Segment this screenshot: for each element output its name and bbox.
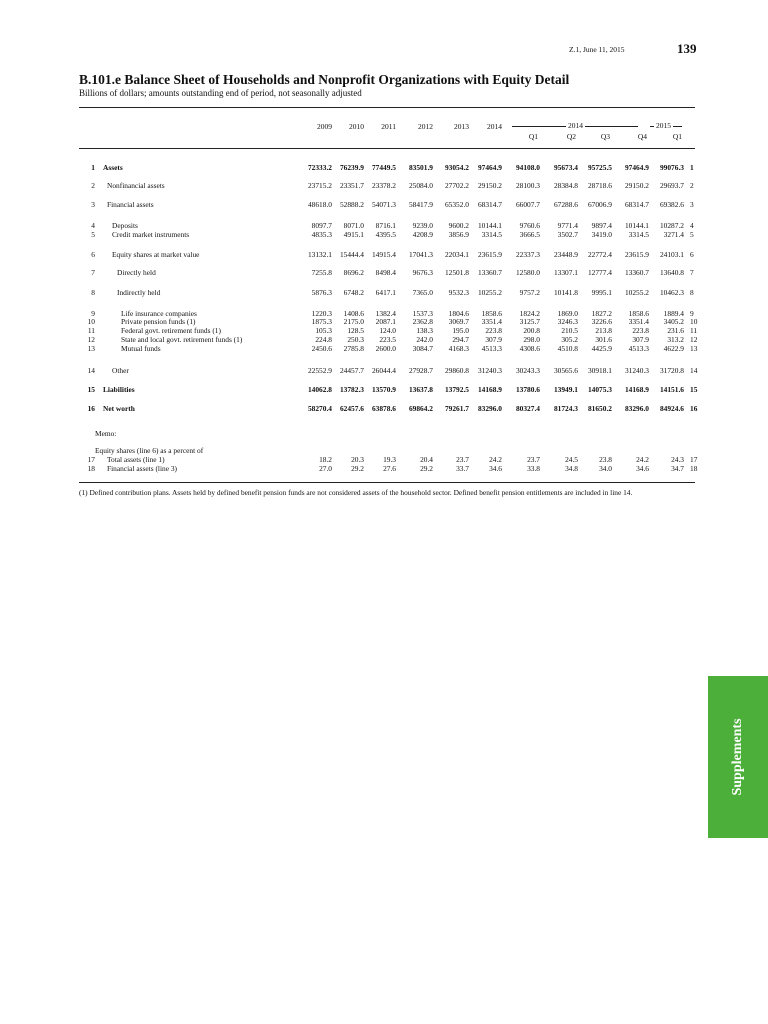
- table-cell: 4208.9: [412, 230, 433, 239]
- table-cell: 24103.1: [659, 250, 684, 259]
- table-cell: 34.6: [636, 464, 649, 473]
- table-cell: 4622.9: [663, 344, 684, 353]
- table-cell: 68314.7: [477, 200, 502, 209]
- table-cell: 14151.6: [659, 385, 684, 394]
- column-header-year: 2014: [487, 122, 502, 131]
- row-label: Other: [112, 366, 129, 375]
- line-number-right: 5: [690, 230, 694, 239]
- table-cell: 97464.9: [477, 163, 502, 172]
- table-cell: 5876.3: [311, 288, 332, 297]
- line-number-right: 10: [690, 317, 698, 326]
- table-cell: 13780.6: [515, 385, 540, 394]
- row-label: Deposits: [112, 221, 138, 230]
- table-row: [0, 464, 768, 473]
- table-cell: 14168.9: [477, 385, 502, 394]
- table-cell: 27702.2: [444, 181, 469, 190]
- table-cell: 1537.3: [412, 309, 433, 318]
- table-cell: 1804.6: [448, 309, 469, 318]
- table-cell: 10141.8: [553, 288, 578, 297]
- column-header-year: 2011: [381, 122, 396, 131]
- table-cell: 84924.6: [659, 404, 684, 413]
- table-cell: 2600.0: [375, 344, 396, 353]
- table-cell: 1869.0: [557, 309, 578, 318]
- row-label: Assets: [103, 163, 123, 172]
- table-cell: 15444.4: [339, 250, 364, 259]
- table-cell: 27.0: [319, 464, 332, 473]
- table-cell: 138.3: [416, 326, 433, 335]
- table-cell: 22772.4: [587, 250, 612, 259]
- line-number-right: 7: [690, 268, 694, 277]
- table-cell: 3351.4: [481, 317, 502, 326]
- table-cell: 13360.7: [624, 268, 649, 277]
- line-number-left: 11: [87, 326, 95, 335]
- table-cell: 83296.0: [624, 404, 649, 413]
- table-cell: 29.2: [420, 464, 433, 473]
- table-cell: 128.5: [347, 326, 364, 335]
- column-header-year: 2009: [317, 122, 332, 131]
- table-cell: 1408.6: [343, 309, 364, 318]
- table-cell: 62457.6: [339, 404, 364, 413]
- line-number-left: 2: [91, 181, 95, 190]
- table-cell: 14075.3: [587, 385, 612, 394]
- table-cell: 31720.8: [659, 366, 684, 375]
- table-cell: 3419.0: [591, 230, 612, 239]
- table-cell: 4835.3: [311, 230, 332, 239]
- line-number-right: 9: [690, 309, 694, 318]
- table-row: [0, 181, 768, 190]
- table-cell: 63878.6: [371, 404, 396, 413]
- table-cell: 14062.8: [307, 385, 332, 394]
- table-row: [0, 163, 768, 172]
- line-number-right: 16: [690, 404, 698, 413]
- line-number-right: 3: [690, 200, 694, 209]
- row-label: Total assets (line 1): [107, 455, 165, 464]
- table-cell: 1858.6: [628, 309, 649, 318]
- page-header-date: Z.1, June 11, 2015: [569, 45, 625, 54]
- table-cell: 95673.4: [553, 163, 578, 172]
- table-cell: 30918.1: [587, 366, 612, 375]
- table-cell: 23.7: [456, 455, 469, 464]
- table-cell: 95725.5: [587, 163, 612, 172]
- table-row: [0, 250, 768, 259]
- table-cell: 19.3: [383, 455, 396, 464]
- table-cell: 4168.3: [448, 344, 469, 353]
- line-number-left: 13: [87, 344, 95, 353]
- table-cell: 301.6: [595, 335, 612, 344]
- table-cell: 7365.0: [412, 288, 433, 297]
- table-cell: 6417.1: [375, 288, 396, 297]
- table-cell: 99076.3: [659, 163, 684, 172]
- table-cell: 13132.1: [307, 250, 332, 259]
- table-cell: 28718.6: [587, 181, 612, 190]
- column-header-year: 2010: [349, 122, 364, 131]
- table-cell: 31240.3: [624, 366, 649, 375]
- table-cell: 3666.5: [519, 230, 540, 239]
- column-header-quarter: Q2: [566, 132, 576, 141]
- table-cell: 1889.4: [663, 309, 684, 318]
- table-cell: 4308.6: [519, 344, 540, 353]
- top-rule: [79, 107, 695, 108]
- table-cell: 2785.8: [343, 344, 364, 353]
- line-number-left: 16: [87, 404, 95, 413]
- table-cell: 4513.3: [481, 344, 502, 353]
- table-cell: 242.0: [416, 335, 433, 344]
- table-cell: 13792.5: [444, 385, 469, 394]
- table-cell: 223.8: [485, 326, 502, 335]
- table-cell: 22552.9: [307, 366, 332, 375]
- table-cell: 33.7: [456, 464, 469, 473]
- line-number-right: 8: [690, 288, 694, 297]
- table-cell: 23.8: [599, 455, 612, 464]
- line-number-right: 18: [690, 464, 698, 473]
- column-header-quarter: Q1: [672, 132, 682, 141]
- table-cell: 4513.3: [628, 344, 649, 353]
- table-cell: 29.2: [351, 464, 364, 473]
- table-cell: 77449.5: [371, 163, 396, 172]
- column-header-year: 2013: [454, 122, 469, 131]
- table-cell: 76239.9: [339, 163, 364, 172]
- table-row: [0, 288, 768, 297]
- table-cell: 29150.2: [624, 181, 649, 190]
- table-cell: 1827.2: [591, 309, 612, 318]
- table-cell: 307.9: [485, 335, 502, 344]
- table-cell: 28100.3: [515, 181, 540, 190]
- table-cell: 305.2: [561, 335, 578, 344]
- table-cell: 3125.7: [519, 317, 540, 326]
- table-cell: 30565.6: [553, 366, 578, 375]
- table-cell: 58270.4: [307, 404, 332, 413]
- table-cell: 307.9: [632, 335, 649, 344]
- table-cell: 14915.4: [371, 250, 396, 259]
- table-cell: 30243.3: [515, 366, 540, 375]
- table-cell: 200.8: [523, 326, 540, 335]
- table-cell: 72333.2: [307, 163, 332, 172]
- table-cell: 97464.9: [624, 163, 649, 172]
- line-number-right: 15: [690, 385, 698, 394]
- row-label: Financial assets: [107, 200, 154, 209]
- table-cell: 3084.7: [412, 344, 433, 353]
- table-cell: 27928.7: [408, 366, 433, 375]
- table-cell: 3226.6: [591, 317, 612, 326]
- table-cell: 3502.7: [557, 230, 578, 239]
- table-cell: 22034.1: [444, 250, 469, 259]
- table-cell: 34.6: [489, 464, 502, 473]
- table-cell: 9897.4: [591, 221, 612, 230]
- column-header-quarter: Q1: [528, 132, 538, 141]
- table-cell: 1858.6: [481, 309, 502, 318]
- table-cell: 1875.3: [311, 317, 332, 326]
- supplements-tab-label: Supplements: [730, 718, 745, 796]
- table-cell: 12580.0: [515, 268, 540, 277]
- row-label: Net worth: [103, 404, 135, 413]
- line-number-right: 2: [690, 181, 694, 190]
- table-cell: 10255.2: [477, 288, 502, 297]
- column-header-quarter: Q3: [600, 132, 610, 141]
- table-cell: 17041.3: [408, 250, 433, 259]
- table-cell: 2175.0: [343, 317, 364, 326]
- table-cell: 13640.8: [659, 268, 684, 277]
- row-label: Directly held: [117, 268, 156, 277]
- table-cell: 24.2: [636, 455, 649, 464]
- table-cell: 9600.2: [448, 221, 469, 230]
- table-cell: 10144.1: [624, 221, 649, 230]
- line-number-left: 14: [87, 366, 95, 375]
- table-cell: 3314.5: [481, 230, 502, 239]
- table-cell: 23378.2: [371, 181, 396, 190]
- table-cell: 213.8: [595, 326, 612, 335]
- line-number-left: 7: [91, 268, 95, 277]
- table-cell: 4915.1: [343, 230, 364, 239]
- group-2014-label: 2014: [568, 121, 583, 130]
- line-number-left: 5: [91, 230, 95, 239]
- table-cell: 13637.8: [408, 385, 433, 394]
- table-cell: 313.2: [667, 335, 684, 344]
- line-number-left: 1: [91, 163, 95, 172]
- table-cell: 9760.6: [519, 221, 540, 230]
- table-cell: 210.5: [561, 326, 578, 335]
- table-cell: 13782.3: [339, 385, 364, 394]
- table-cell: 8716.1: [375, 221, 396, 230]
- header-rule: [79, 148, 695, 149]
- table-row: [0, 455, 768, 464]
- table-cell: 4425.9: [591, 344, 612, 353]
- table-cell: 1220.3: [311, 309, 332, 318]
- row-label: Liabilities: [103, 385, 135, 394]
- table-cell: 23351.7: [339, 181, 364, 190]
- table-cell: 13949.1: [553, 385, 578, 394]
- table-row: [0, 335, 768, 344]
- line-number-left: 3: [91, 200, 95, 209]
- table-cell: 3246.3: [557, 317, 578, 326]
- table-row: [0, 317, 768, 326]
- row-label: Federal govt. retirement funds (1): [121, 326, 221, 335]
- bottom-rule: [79, 482, 695, 483]
- table-cell: 29150.2: [477, 181, 502, 190]
- row-label: Equity shares at market value: [112, 250, 200, 259]
- table-row: [0, 404, 768, 413]
- table-cell: 3351.4: [628, 317, 649, 326]
- table-cell: 294.7: [452, 335, 469, 344]
- table-cell: 93054.2: [444, 163, 469, 172]
- table-cell: 24457.7: [339, 366, 364, 375]
- table-cell: 33.8: [527, 464, 540, 473]
- table-cell: 81650.2: [587, 404, 612, 413]
- table-row: [0, 230, 768, 239]
- table-cell: 13360.7: [477, 268, 502, 277]
- table-row: [0, 221, 768, 230]
- row-label: Mutual funds: [121, 344, 161, 353]
- group-2015-label: 2015: [656, 121, 671, 130]
- table-cell: 9676.3: [412, 268, 433, 277]
- row-label: Nonfinancial assets: [107, 181, 165, 190]
- table-cell: 9532.3: [448, 288, 469, 297]
- line-number-left: 15: [87, 385, 95, 394]
- table-cell: 298.0: [523, 335, 540, 344]
- table-cell: 20.3: [351, 455, 364, 464]
- table-cell: 24.3: [671, 455, 684, 464]
- table-cell: 9239.0: [412, 221, 433, 230]
- memo-equity-label: Equity shares (line 6) as a percent of: [95, 446, 204, 455]
- line-number-left: 9: [91, 309, 95, 318]
- table-cell: 67288.6: [553, 200, 578, 209]
- table-cell: 12501.8: [444, 268, 469, 277]
- table-cell: 54071.3: [371, 200, 396, 209]
- table-cell: 4395.5: [375, 230, 396, 239]
- table-row: [0, 200, 768, 209]
- table-cell: 83501.9: [408, 163, 433, 172]
- table-cell: 27.6: [383, 464, 396, 473]
- line-number-left: 8: [91, 288, 95, 297]
- table-cell: 4510.8: [557, 344, 578, 353]
- line-number-right: 17: [690, 455, 698, 464]
- table-cell: 3856.9: [448, 230, 469, 239]
- line-number-left: 6: [91, 250, 95, 259]
- table-cell: 65352.0: [444, 200, 469, 209]
- table-cell: 224.8: [315, 335, 332, 344]
- table-cell: 22337.3: [515, 250, 540, 259]
- column-header-year: 2012: [418, 122, 433, 131]
- table-cell: 8498.4: [375, 268, 396, 277]
- row-label: State and local govt. retirement funds (1): [121, 335, 243, 344]
- table-cell: 25084.0: [408, 181, 433, 190]
- row-label: Life insurance companies: [121, 309, 197, 318]
- table-cell: 34.0: [599, 464, 612, 473]
- table-cell: 52888.2: [339, 200, 364, 209]
- table-cell: 48618.0: [307, 200, 332, 209]
- line-number-right: 14: [690, 366, 698, 375]
- table-cell: 10144.1: [477, 221, 502, 230]
- table-cell: 9757.2: [519, 288, 540, 297]
- column-header-quarter: Q4: [637, 132, 647, 141]
- table-cell: 18.2: [319, 455, 332, 464]
- row-label: Private pension funds (1): [121, 317, 196, 326]
- table-cell: 9995.1: [591, 288, 612, 297]
- table-cell: 231.6: [667, 326, 684, 335]
- table-subtitle: Billions of dollars; amounts outstanding end of period, not seasonally adjusted: [79, 88, 362, 98]
- line-number-left: 10: [87, 317, 95, 326]
- table-row: [0, 268, 768, 277]
- table-row: [0, 326, 768, 335]
- table-cell: 1824.2: [519, 309, 540, 318]
- memo-label: Memo:: [95, 429, 117, 438]
- table-cell: 2087.1: [375, 317, 396, 326]
- table-cell: 223.8: [632, 326, 649, 335]
- table-cell: 79261.7: [444, 404, 469, 413]
- table-cell: 223.5: [379, 335, 396, 344]
- table-cell: 23615.9: [624, 250, 649, 259]
- table-cell: 8071.0: [343, 221, 364, 230]
- line-number-right: 11: [690, 326, 698, 335]
- page-number: 139: [677, 41, 697, 56]
- line-number-left: 17: [87, 455, 95, 464]
- line-number-right: 13: [690, 344, 698, 353]
- table-cell: 24.5: [565, 455, 578, 464]
- table-cell: 1382.4: [375, 309, 396, 318]
- table-cell: 250.3: [347, 335, 364, 344]
- table-cell: 13570.9: [371, 385, 396, 394]
- table-cell: 7255.8: [311, 268, 332, 277]
- table-cell: 26044.4: [371, 366, 396, 375]
- table-cell: 2362.8: [412, 317, 433, 326]
- footnote: (1) Defined contribution plans. Assets held by defined benefit pension funds are not considered assets of the household sector. Defined benefit pension entitlements are included in line 14.: [79, 488, 633, 497]
- table-cell: 34.8: [565, 464, 578, 473]
- table-cell: 195.0: [452, 326, 469, 335]
- table-cell: 29860.8: [444, 366, 469, 375]
- line-number-left: 18: [87, 464, 95, 473]
- table-cell: 23.7: [527, 455, 540, 464]
- table-cell: 6748.2: [343, 288, 364, 297]
- line-number-left: 4: [91, 221, 95, 230]
- table-cell: 94108.0: [515, 163, 540, 172]
- row-label: Credit market instruments: [112, 230, 190, 239]
- table-cell: 9771.4: [557, 221, 578, 230]
- table-cell: 83296.0: [477, 404, 502, 413]
- table-cell: 24.2: [489, 455, 502, 464]
- line-number-right: 4: [690, 221, 694, 230]
- table-cell: 10462.3: [659, 288, 684, 297]
- table-cell: 58417.9: [408, 200, 433, 209]
- table-cell: 28384.8: [553, 181, 578, 190]
- table-cell: 8097.7: [311, 221, 332, 230]
- table-cell: 10255.2: [624, 288, 649, 297]
- table-cell: 69382.6: [659, 200, 684, 209]
- table-cell: 3271.4: [663, 230, 684, 239]
- table-cell: 31240.3: [477, 366, 502, 375]
- table-cell: 80327.4: [515, 404, 540, 413]
- table-cell: 23715.2: [307, 181, 332, 190]
- table-cell: 13307.1: [553, 268, 578, 277]
- table-cell: 34.7: [671, 464, 684, 473]
- table-cell: 23615.9: [477, 250, 502, 259]
- line-number-right: 1: [690, 163, 694, 172]
- table-cell: 3314.5: [628, 230, 649, 239]
- row-label: Financial assets (line 3): [107, 464, 177, 473]
- table-row: [0, 344, 768, 353]
- line-number-left: 12: [87, 335, 95, 344]
- supplements-tab[interactable]: [708, 676, 768, 838]
- table-cell: 67006.9: [587, 200, 612, 209]
- table-cell: 29693.7: [659, 181, 684, 190]
- table-cell: 66007.7: [515, 200, 540, 209]
- table-cell: 3069.7: [448, 317, 469, 326]
- table-cell: 20.4: [420, 455, 433, 464]
- table-cell: 8696.2: [343, 268, 364, 277]
- table-cell: 3405.2: [663, 317, 684, 326]
- table-cell: 81724.3: [553, 404, 578, 413]
- table-cell: 124.0: [379, 326, 396, 335]
- table-cell: 10287.2: [659, 221, 684, 230]
- row-label: Indirectly held: [117, 288, 161, 297]
- line-number-right: 6: [690, 250, 694, 259]
- table-title: B.101.e Balance Sheet of Households and Nonprofit Organizations with Equity Detail: [79, 72, 570, 87]
- table-cell: 12777.4: [587, 268, 612, 277]
- line-number-right: 12: [690, 335, 698, 344]
- table-row: [0, 366, 768, 375]
- table-cell: 14168.9: [624, 385, 649, 394]
- table-cell: 23448.9: [553, 250, 578, 259]
- table-cell: 68314.7: [624, 200, 649, 209]
- table-cell: 69864.2: [408, 404, 433, 413]
- table-row: [0, 385, 768, 394]
- table-cell: 105.3: [315, 326, 332, 335]
- table-cell: 2450.6: [311, 344, 332, 353]
